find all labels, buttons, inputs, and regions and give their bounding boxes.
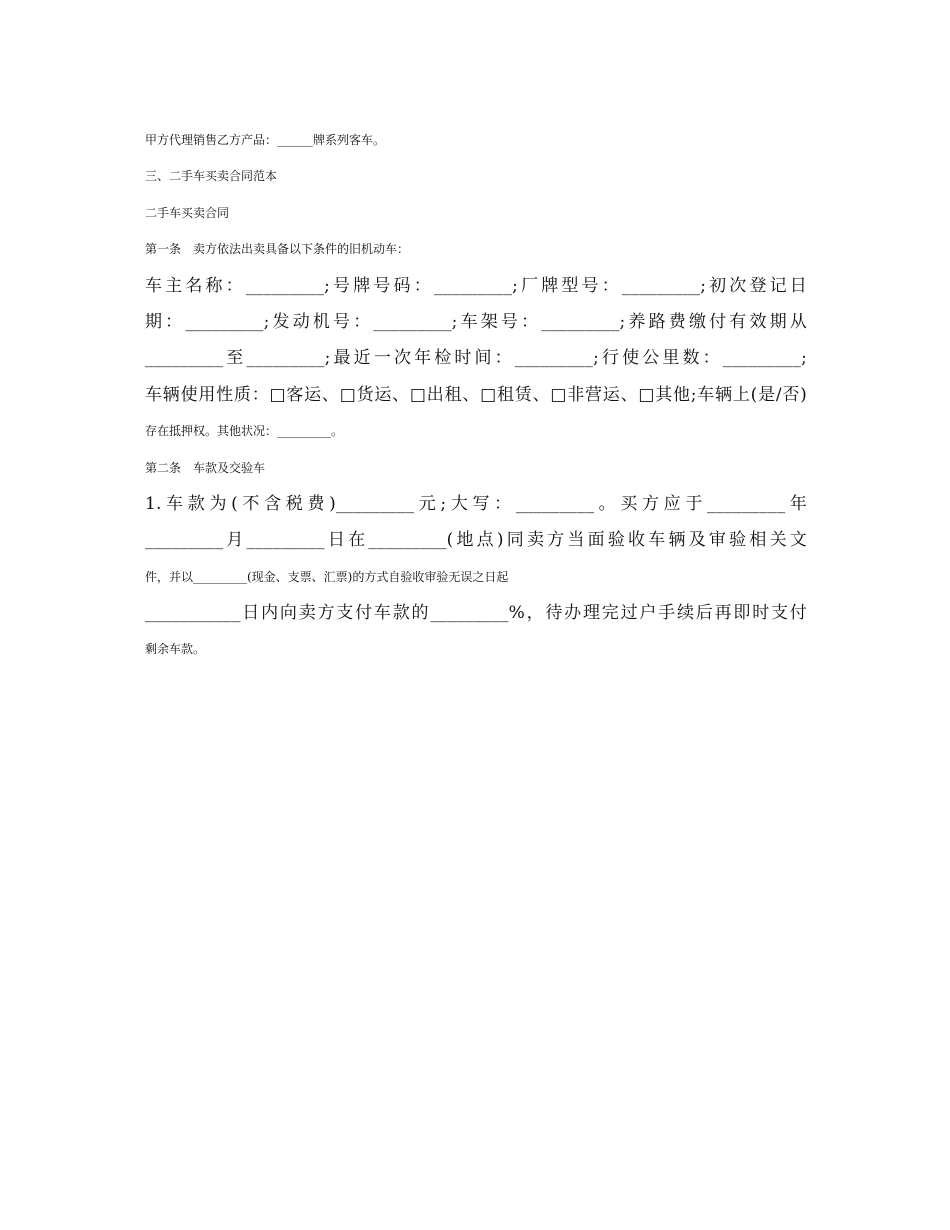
- section-heading: 三、二手车买卖合同范本: [145, 169, 278, 184]
- article-two-heading: 第二条 车款及交验车: [145, 460, 266, 475]
- contract-title: 二手车买卖合同: [145, 205, 230, 220]
- article-one-text-line: 存在抵押权。其他状况：_________。: [145, 424, 344, 439]
- article-one-text-line: 车辆使用性质：□客运、□货运、□出租、□租赁、□非营运、□其他;车辆上(是/否): [145, 384, 807, 405]
- article-two-text-line: 剩余车款。: [145, 642, 206, 657]
- article-two-text-line: _________月_________日在_________(地点)同卖方当面验收车辆及审验相关文: [145, 530, 807, 551]
- article-two-text-line: 1.车款为(不含税费)_________元;大写：_________。买方应于_________年: [145, 493, 807, 514]
- article-one-text-line: 车主名称：_________;号牌号码：_________;厂牌型号：_________;初次登记日: [145, 275, 807, 296]
- article-one-heading: 第一条 卖方依法出卖具备以下条件的旧机动车：: [145, 242, 410, 257]
- article-one-text-line: 期：_________;发动机号：_________;车架号：_________;养路费缴付有效期从: [145, 311, 807, 332]
- article-two-text-line: ___________日内向卖方支付车款的_________%，待办理完过户手续后再即时支付: [145, 603, 807, 624]
- paragraph-agency-product: 甲方代理销售乙方产品：______牌系列客车。: [145, 133, 386, 147]
- document-body: [145, 128, 810, 674]
- article-one-text-line: _________至_________;最近一次年检时间：_________;行使公里数：_________;: [145, 348, 807, 369]
- article-two-text-line: 件，并以_________(现金、支票、汇票)的方式自验收审验无误之日起: [145, 569, 509, 584]
